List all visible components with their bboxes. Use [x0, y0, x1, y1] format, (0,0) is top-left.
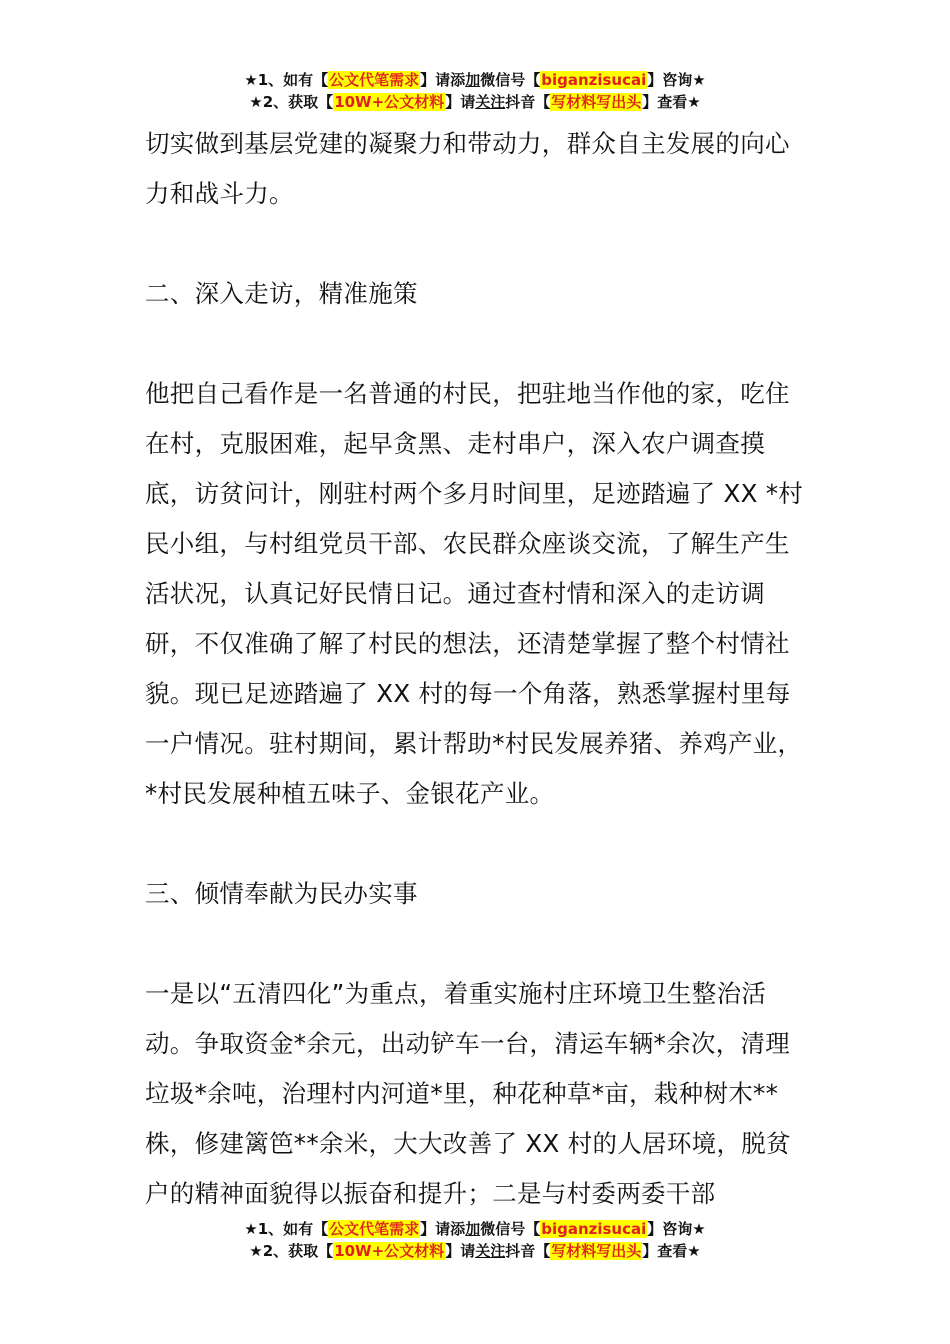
- notice-text: 】请: [445, 93, 476, 111]
- notice-text-underlined: 关注: [475, 1242, 506, 1260]
- notice-line-2: [0, 1240, 950, 1262]
- notice-highlight-materials: 10W+公文材料: [334, 93, 445, 111]
- notice-text: 】查看★: [642, 1242, 701, 1260]
- section-heading-2: 二、深入走访，精准施策: [145, 279, 418, 308]
- paragraph-3: 一是以“五清四化”为重点，着重实施村庄环境卫生整治活动。争取资金*余元，出动铲车一台，清运车辆*余次，清理垃圾*余吨，治理村内河道*里，种花种草*亩，栽种树木**株，修建篱笆**余米，大大改善了 XX 村的人居环境，脱贫户的精神面貌得以振奋和提升；二是与村委两委干部: [145, 979, 791, 1208]
- notice-text-underlined: 加: [465, 1220, 481, 1238]
- notice-highlight-wechat-id: biganzisucai: [541, 1220, 647, 1238]
- notice-text: ★1、如有【: [244, 71, 329, 89]
- paragraph-gap: [145, 919, 811, 969]
- notice-text: 抖音【: [505, 93, 551, 111]
- notice-text: 】请添: [420, 1220, 466, 1238]
- notice-text: 微信号【: [480, 1220, 541, 1238]
- notice-highlight-douyin-account: 写材料写出头: [551, 1242, 642, 1260]
- paragraph-gap: [145, 319, 811, 369]
- notice-highlight-wechat-id: biganzisucai: [541, 71, 647, 89]
- notice-text: 】请: [445, 1242, 476, 1260]
- notice-text: 】查看★: [642, 93, 701, 111]
- notice-text: ★1、如有【: [244, 1220, 329, 1238]
- notice-highlight-douyin-account: 写材料写出头: [551, 93, 642, 111]
- notice-text: ★2、获取【: [249, 93, 334, 111]
- paragraph-1: 切实做到基层党建的凝聚力和带动力，群众自主发展的向心力和战斗力。: [145, 129, 790, 208]
- notice-text-underlined: 关注: [475, 93, 506, 111]
- notice-text: 】咨询★: [647, 1220, 706, 1238]
- notice-line-1: [0, 1218, 950, 1240]
- notice-text: 抖音【: [505, 1242, 551, 1260]
- notice-text: 微信号【: [480, 71, 541, 89]
- document-body: [145, 119, 811, 1219]
- notice-text: ★2、获取【: [249, 1242, 334, 1260]
- notice-highlight-service: 公文代笔需求: [329, 71, 420, 89]
- footer-notice: [0, 1218, 950, 1262]
- paragraph-gap: [145, 219, 811, 269]
- notice-line-2: [0, 91, 950, 113]
- notice-highlight-materials: 10W+公文材料: [334, 1242, 445, 1260]
- paragraph-2: 他把自己看作是一名普通的村民，把驻地当作他的家，吃住在村，克服困难，起早贪黑、走村串户，深入农户调查摸底，访贫问计，刚驻村两个多月时间里，足迹踏遍了 XX *村民小组，与村组党员干部、农民群众座谈交流，了解生产生活状况，认真记好民情日记。通过查村情和深入的走访调研，不仅准确了解了村民的想法，还清楚掌握了整个村情社貌。现已足迹踏遍了 XX 村的每一个角落，熟悉掌握村里每一户情况。驻村期间，累计帮助*村民发展养猪、养鸡产业，*村民发展种植五味子、金银花产业。: [145, 379, 804, 808]
- notice-highlight-service: 公文代笔需求: [329, 1220, 420, 1238]
- section-heading-3: 三、倾情奉献为民办实事: [145, 879, 418, 908]
- header-notice: [0, 69, 950, 113]
- notice-line-1: [0, 69, 950, 91]
- notice-text: 】请添: [420, 71, 466, 89]
- notice-text-underlined: 加: [465, 71, 481, 89]
- notice-text: 】咨询★: [647, 71, 706, 89]
- paragraph-gap: [145, 819, 811, 869]
